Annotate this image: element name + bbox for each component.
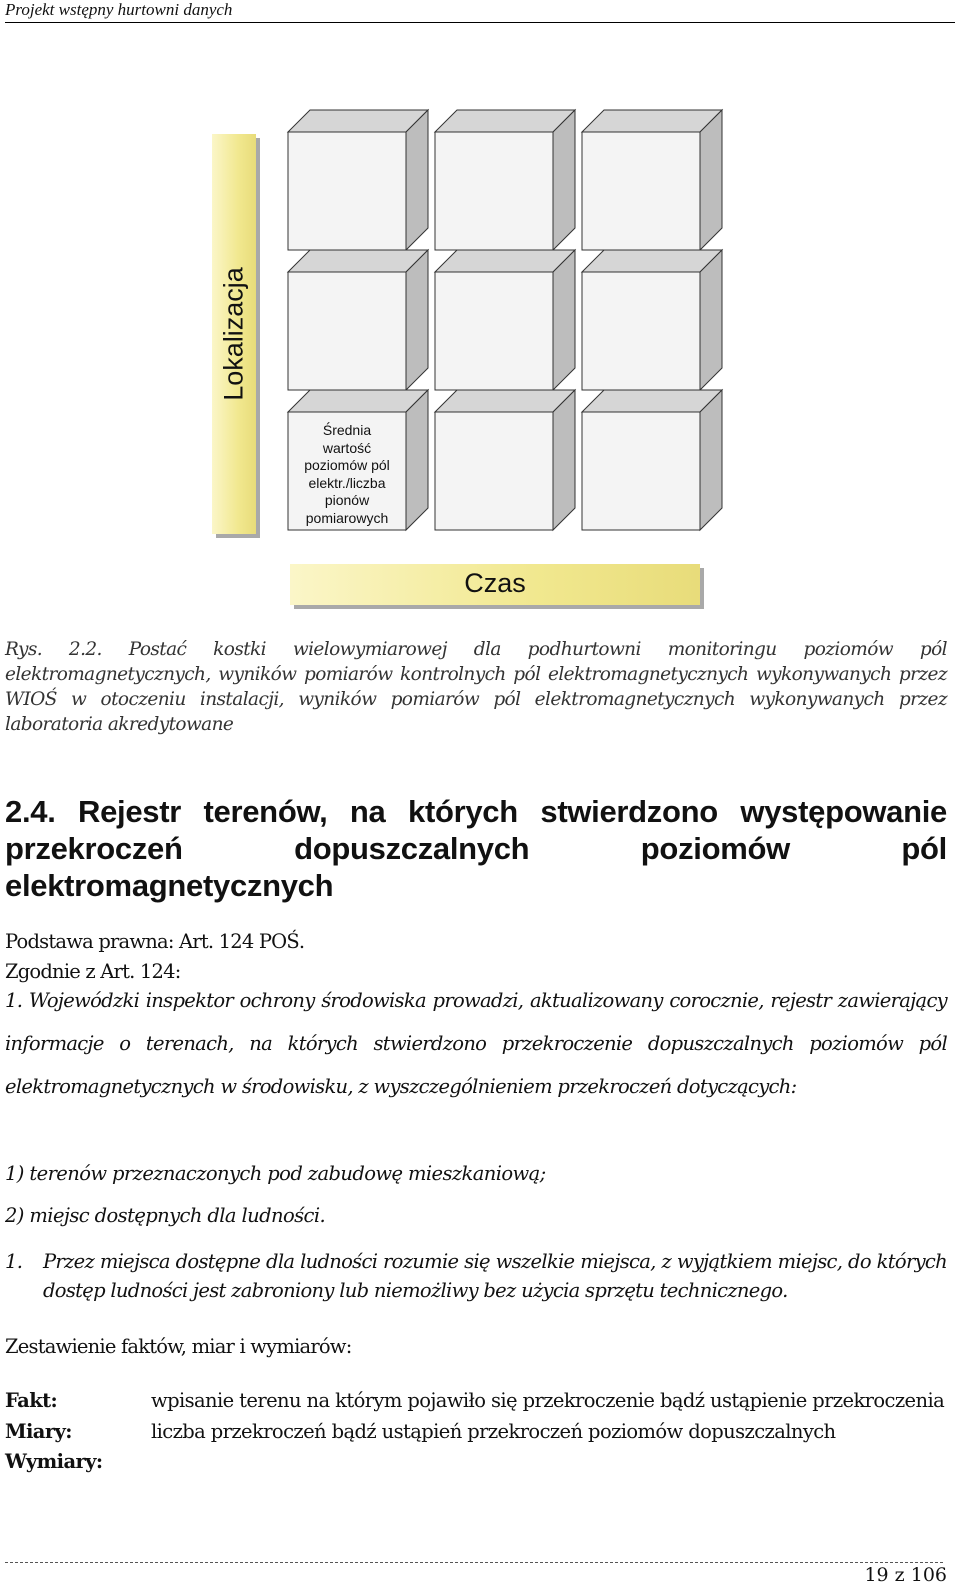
measures-value: liczba przekroczeń bądź ustąpień przekroczeń poziomów dopuszczalnych bbox=[151, 1420, 836, 1443]
cell-label-line: pionów bbox=[324, 492, 370, 508]
cell-label-line: Średnia bbox=[322, 422, 372, 438]
fact-row bbox=[5, 1388, 947, 1414]
cube-cell bbox=[582, 110, 722, 250]
cube-shape bbox=[288, 110, 430, 252]
cell-label-line: wartość bbox=[322, 439, 372, 456]
location-axis bbox=[212, 134, 256, 534]
cube-cell-label bbox=[290, 422, 404, 527]
list-item-2: 2) miejsc dostępnych dla ludności. bbox=[5, 1204, 326, 1227]
measures-row bbox=[5, 1419, 947, 1445]
according-to: Zgodnie z Art. 124: bbox=[5, 960, 181, 983]
measures-label: Miary: bbox=[5, 1420, 72, 1443]
dimensions-value bbox=[151, 1449, 947, 1475]
cube-figure bbox=[0, 80, 960, 620]
paragraph-1: 1. Wojewódzki inspektor ochrony środowiska prowadzi, aktualizowany corocznie, rejestr zawierający informacje o terenach, na których stwierdzono przekroczenie dopuszczalnych poziomów pól elektromagnetycznych w środowisku, z wyszczególnieniem przekroczeń dotyczących: bbox=[5, 989, 947, 1098]
figure-caption: Rys. 2.2. Postać kostki wielowymiarowej dla podhurtowni monitoringu poziomów pól elektromagnetycznych, wyników pomiarów kontrolnych pól elektromagnetycznych wykonywanych przez WIOŚ w otoczeniu instalacji, wyników pomiarów pól elektromagnetycznych wykonywanych przez laboratoria akredytowane bbox=[5, 639, 947, 735]
facts-table bbox=[5, 1388, 947, 1475]
fact-label: Fakt: bbox=[5, 1389, 58, 1412]
running-header bbox=[5, 0, 955, 23]
cube-cell bbox=[435, 390, 575, 530]
dimensions-label: Wymiary: bbox=[5, 1450, 103, 1473]
page-number: 19 z 106 bbox=[864, 1564, 947, 1586]
cube-cell bbox=[435, 110, 575, 250]
cube-shape bbox=[582, 390, 724, 532]
footer-rule bbox=[5, 1562, 943, 1563]
cell-label-line: poziomów pól bbox=[304, 457, 390, 473]
cube-shape bbox=[435, 390, 577, 532]
time-axis-label: Czas bbox=[464, 568, 526, 598]
cell-label-line: elektr./liczba bbox=[308, 474, 386, 491]
running-title: Projekt wstępny hurtowni danych bbox=[5, 0, 233, 19]
cube-cell bbox=[288, 250, 428, 390]
cube-shape bbox=[582, 250, 724, 392]
list-item-1: 1) terenów przeznaczonych pod zabudowę mieszkaniową; bbox=[5, 1162, 546, 1185]
cube-cell bbox=[435, 250, 575, 390]
cube-shape bbox=[435, 110, 577, 252]
cube-cell bbox=[582, 250, 722, 390]
dimensions-row bbox=[5, 1449, 947, 1475]
time-axis bbox=[290, 564, 700, 605]
cube-shape bbox=[582, 110, 724, 252]
note-number: 1. bbox=[5, 1250, 23, 1273]
cube-cell bbox=[582, 390, 722, 530]
location-axis-label: Lokalizacja bbox=[218, 267, 249, 401]
note-text: Przez miejsca dostępne dla ludności rozumie się wszelkie miejsca, z wyjątkiem miejsc, do których dostęp ludności jest zabroniony lub niemożliwy bez użycia sprzętu technicznego. bbox=[43, 1250, 947, 1302]
fact-value: wpisanie terenu na którym pojawiło się przekroczenie bądź ustąpienie przekroczenia bbox=[151, 1389, 945, 1412]
section-heading: 2.4. Rejestr terenów, na których stwierdzono występowanie przekroczeń dopuszczalnych poziomów pól elektromagnetycznych bbox=[5, 794, 947, 903]
cube-cell bbox=[288, 110, 428, 250]
cube-shape bbox=[435, 250, 577, 392]
cube-shape bbox=[288, 250, 430, 392]
cell-label-line: pomiarowych bbox=[305, 509, 389, 526]
summary-heading: Zestawienie faktów, miar i wymiarów: bbox=[5, 1335, 352, 1358]
legal-basis: Podstawa prawna: Art. 124 POŚ. bbox=[5, 930, 305, 953]
